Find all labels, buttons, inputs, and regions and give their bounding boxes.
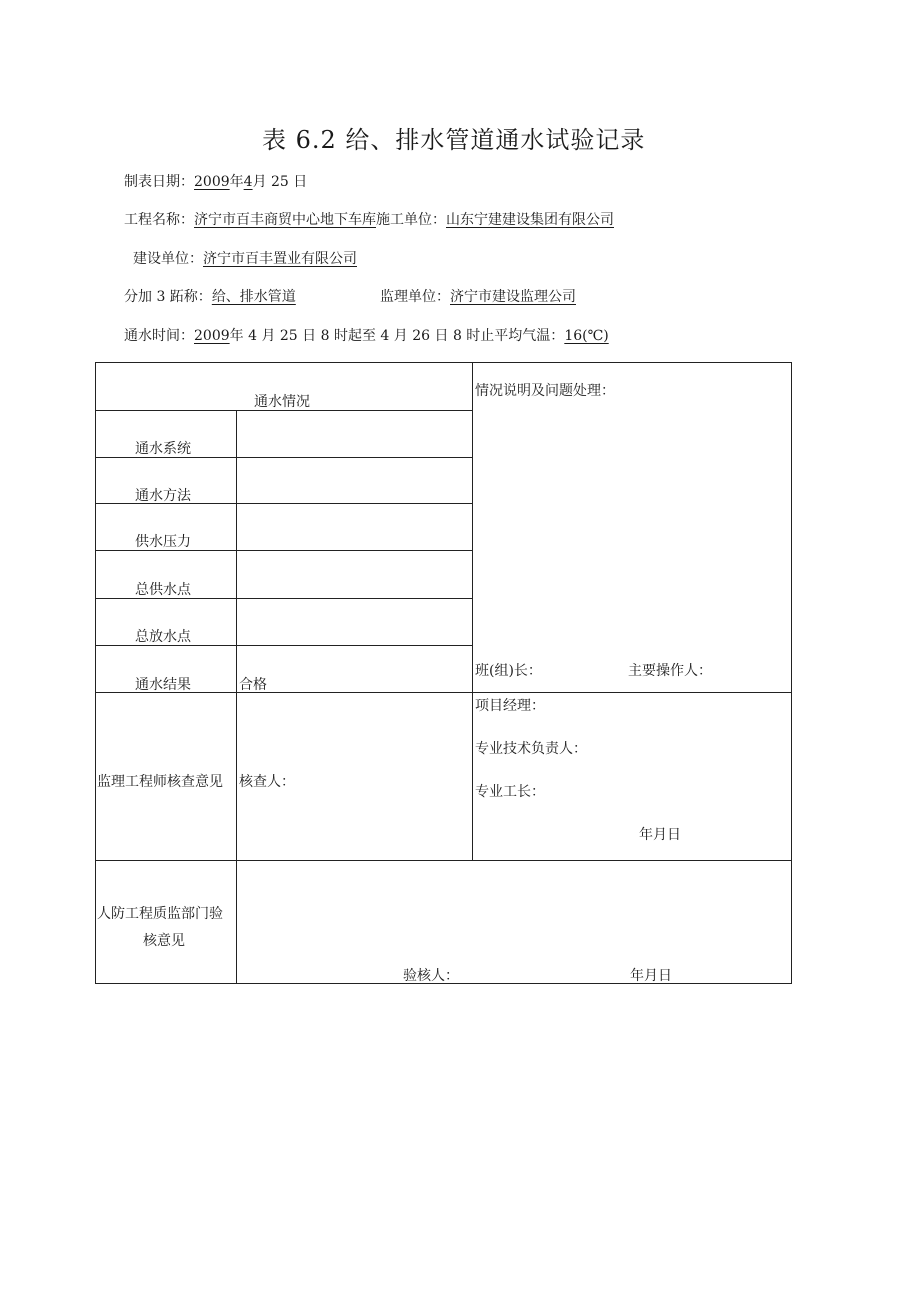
row-value-result: 合格	[239, 677, 267, 693]
section-value: 给、排水管道	[211, 289, 296, 305]
team-leader-label: 班(组)长：	[475, 663, 542, 679]
civil-defense-label-line1: 人防工程质监部门验	[97, 906, 223, 922]
section-label: 分加 3 跖称：	[124, 289, 212, 305]
date-year-unit: 年	[229, 174, 244, 190]
tech-lead-label: 专业技术负责人：	[475, 741, 587, 757]
date-year: 2009	[194, 174, 230, 190]
notes-header: 情况说明及问题处理：	[475, 383, 615, 399]
supervisor-line	[380, 286, 576, 306]
sign-date: 年月日	[639, 827, 681, 843]
row-label-result: 通水结果	[135, 677, 191, 693]
project-value: 济宁市百丰商贸中心地下车库	[194, 212, 376, 228]
project-line	[124, 209, 614, 229]
date-month: 4	[243, 174, 253, 190]
checker-label: 核查人：	[239, 774, 295, 790]
date-label: 制表日期：	[124, 174, 194, 190]
time-year: 2009	[194, 328, 230, 344]
owner-label: 建设单位：	[133, 251, 203, 267]
row-label-system: 通水系统	[135, 441, 191, 457]
date-rest: 月 25 日	[252, 174, 308, 190]
time-line	[124, 325, 609, 345]
project-label: 工程名称：	[124, 212, 194, 228]
page-title: 表 6.2 给、排水管道通水试验记录	[262, 126, 646, 154]
supervisor-opinion-label: 监理工程师核查意见	[97, 774, 223, 790]
civil-defense-label-line2: 核意见	[143, 933, 185, 949]
time-rest: 年 4 月 25 日 8 时起至 4 月 26 日 8 时止平均气温：	[229, 328, 565, 344]
contractor-label: 施工单位：	[376, 212, 446, 228]
verifier-label: 验核人：	[403, 968, 459, 984]
temperature: 16(℃)	[564, 328, 609, 344]
date-line	[124, 171, 307, 191]
operator-label: 主要操作人：	[628, 663, 712, 679]
row-label-supply-points: 总供水点	[135, 582, 191, 598]
row-label-drain-points: 总放水点	[135, 629, 191, 645]
row-label-pressure: 供水压力	[135, 534, 191, 550]
section-line	[124, 286, 296, 306]
contractor-value: 山东宁建建设集团有限公司	[446, 212, 614, 228]
supervisor-value: 济宁市建设监理公司	[450, 289, 576, 305]
time-label: 通水时间：	[124, 328, 194, 344]
supervisor-label: 监理单位：	[380, 289, 450, 305]
owner-value: 济宁市百丰置业有限公司	[203, 251, 357, 267]
verify-date: 年月日	[630, 968, 672, 984]
owner-line	[133, 248, 357, 268]
project-manager-label: 项目经理：	[475, 698, 545, 714]
foreman-label: 专业工长：	[475, 784, 545, 800]
status-header: 通水情况	[254, 394, 310, 410]
row-label-method: 通水方法	[135, 488, 191, 504]
